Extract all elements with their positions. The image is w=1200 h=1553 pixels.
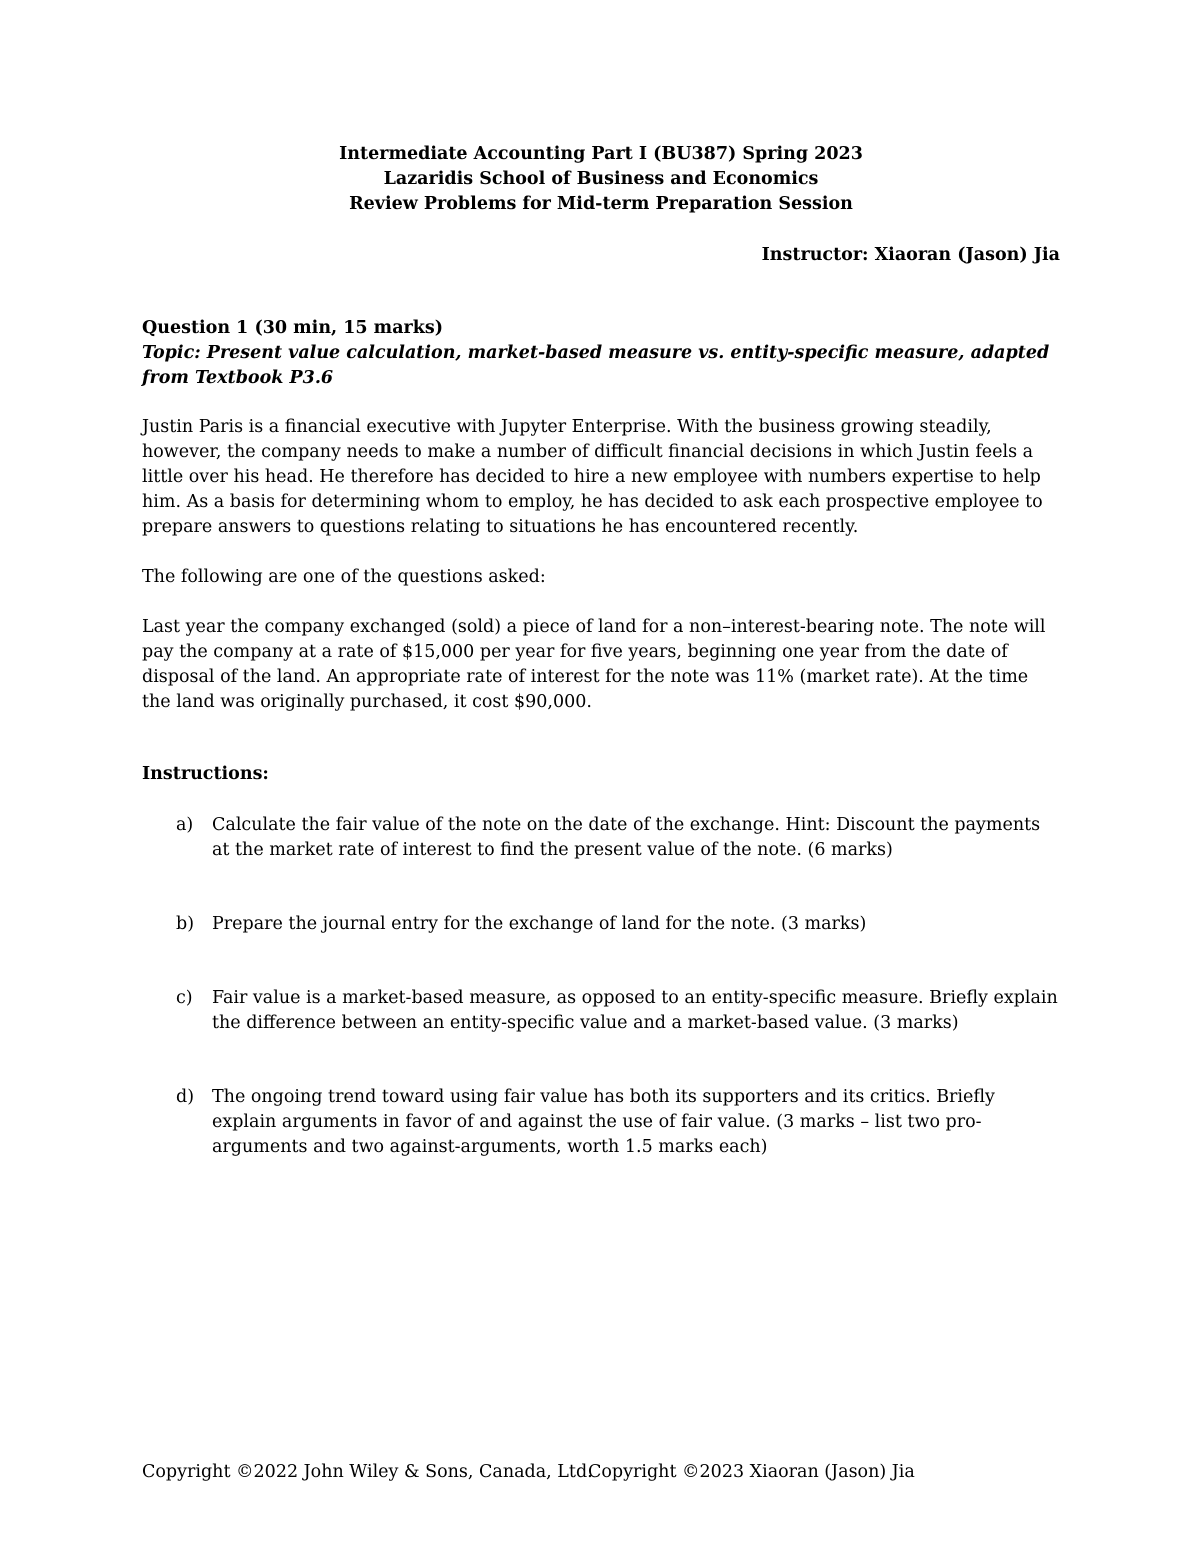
question-title: Question 1 (30 min, 15 marks) bbox=[142, 318, 444, 338]
instructions-heading: Instructions: bbox=[142, 764, 269, 784]
item-text: Prepare the journal entry for the exchange of land for the note. (3 marks) bbox=[212, 914, 867, 934]
question-topic: Topic: Present value calculation, market-based measure vs. entity-specific measure, adapted from Textbook P3.6 bbox=[142, 343, 1050, 388]
item-text: The ongoing trend toward using fair value has both its supporters and its critics. Briefly explain arguments in favor of and against the use of fair value. (3 marks – list two pro-arguments and two against-arguments, worth 1.5 marks each) bbox=[212, 1087, 995, 1157]
footer-copyright-publisher: Copyright ©2022 John Wiley & Sons, Canada, Ltd. bbox=[142, 1462, 593, 1482]
question-paragraph-1: Justin Paris is a financial executive with Jupyter Enterprise. With the business growing steadily, however, the company needs to make a number of difficult financial decisions in which Justin feels a little over his head. He therefore has decided to hire a new employee with numbers expertise to help him. As a basis for determining whom to employ, he has decided to ask each prospective employee to prepare answers to questions relating to situations he has encountered recently. bbox=[142, 417, 1043, 537]
item-letter: d) bbox=[176, 1087, 195, 1107]
school-name: Lazaridis School of Business and Economics bbox=[383, 169, 819, 189]
item-letter: a) bbox=[176, 815, 194, 835]
document-subtitle: Review Problems for Mid-term Preparation Session bbox=[349, 194, 853, 214]
item-letter: c) bbox=[176, 988, 193, 1008]
course-title: Intermediate Accounting Part I (BU387) Spring 2023 bbox=[339, 144, 863, 164]
item-text: Fair value is a market-based measure, as opposed to an entity-specific measure. Briefly explain the difference between an entity-specific value and a market-based value. (3 marks) bbox=[212, 988, 1058, 1033]
document-page bbox=[142, 0, 1060, 1553]
instructor-line: Instructor: Xiaoran (Jason) Jia bbox=[761, 245, 1060, 265]
footer-copyright-author: Copyright ©2023 Xiaoran (Jason) Jia bbox=[588, 1462, 915, 1482]
item-text: Calculate the fair value of the note on the date of the exchange. Hint: Discount the payments at the market rate of interest to find the present value of the note. (6 marks) bbox=[212, 815, 1041, 860]
document-header bbox=[142, 142, 1060, 217]
question-paragraph-3: Last year the company exchanged (sold) a piece of land for a non–interest-bearing note. The note will pay the company at a rate of $15,000 per year for five years, beginning one year from the date of disposal of the land. An appropriate rate of interest for the note was 11% (market rate). At the time the land was originally purchased, it cost $90,000. bbox=[142, 617, 1046, 712]
item-letter: b) bbox=[176, 914, 195, 934]
question-paragraph-2: The following are one of the questions asked: bbox=[142, 567, 546, 587]
